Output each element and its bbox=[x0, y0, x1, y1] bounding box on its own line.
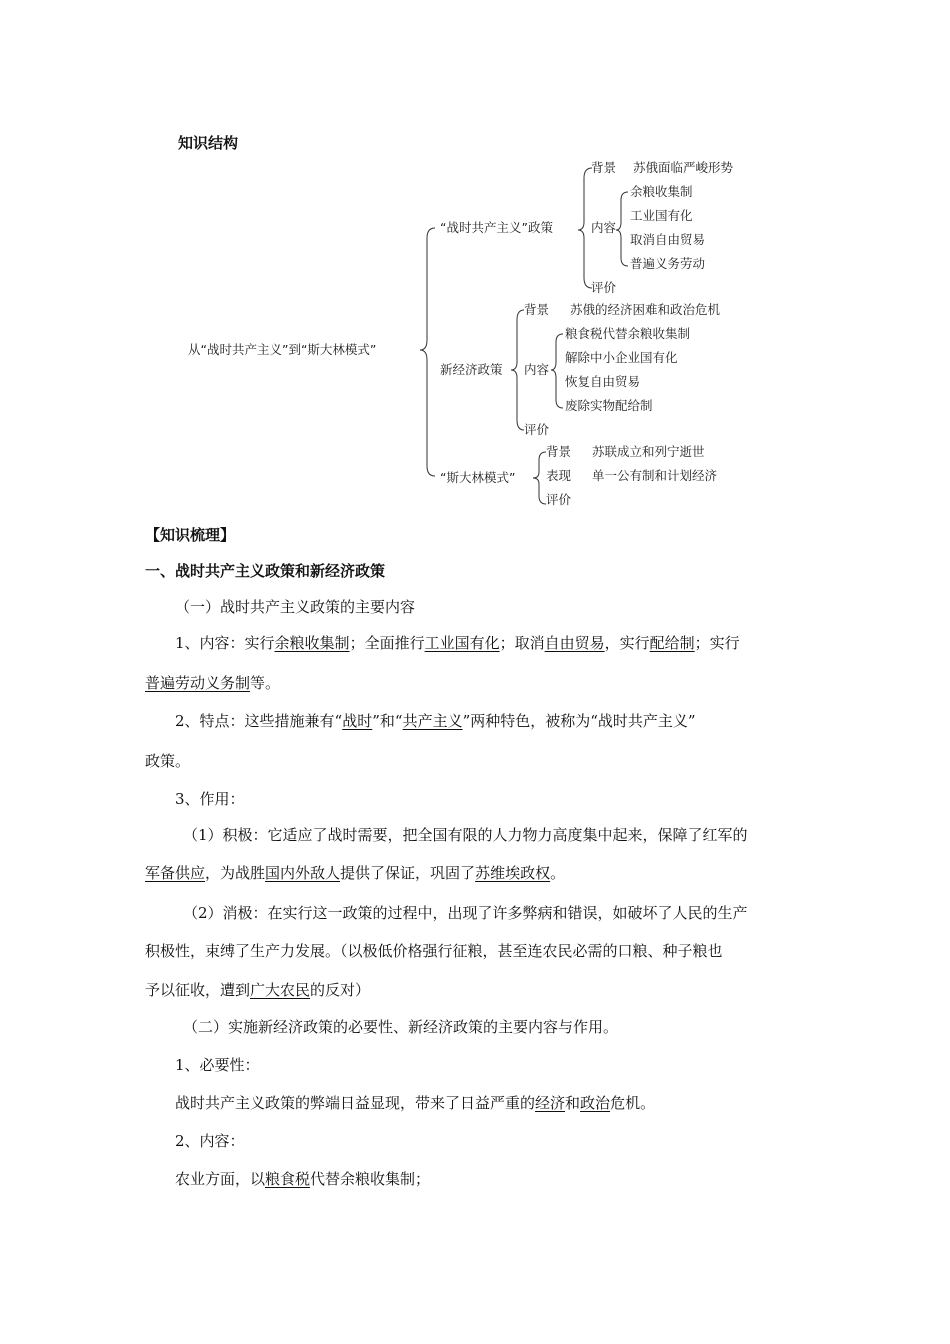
root-brace bbox=[420, 228, 435, 476]
heading-1: 一、战时共产主义政策和新经济政策 bbox=[145, 562, 386, 580]
branch1-bg-key: 背景 bbox=[591, 160, 617, 175]
branch1-bg-value: 苏俄面临严峻形势 bbox=[633, 160, 734, 175]
branch2-eval: 评价 bbox=[524, 422, 550, 437]
branch2-item: 废除实物配给制 bbox=[565, 398, 653, 413]
knowledge-structure-diagram bbox=[0, 0, 950, 520]
text: ”和“ bbox=[372, 712, 403, 730]
branch1-eval: 评价 bbox=[591, 280, 617, 295]
paragraph-necessity-body bbox=[175, 1093, 655, 1113]
text: 提供了保证，巩固了 bbox=[340, 864, 476, 882]
branch1-item: 工业国有化 bbox=[630, 208, 693, 223]
branch3-eval: 评价 bbox=[546, 492, 572, 507]
paragraph-content-2: 2、内容： bbox=[175, 1132, 245, 1150]
branch2-content-brace bbox=[551, 334, 563, 408]
text: 予以征收，遭到 bbox=[145, 981, 251, 999]
branch3-bg-key: 背景 bbox=[546, 444, 572, 459]
branch3-label: “斯大林模式” bbox=[440, 470, 516, 485]
text: ；取消 bbox=[499, 634, 545, 652]
key-term: 军备供应 bbox=[145, 864, 206, 882]
branch3-show-value: 单一公有制和计划经济 bbox=[592, 468, 718, 483]
branch2-label: 新经济政策 bbox=[440, 362, 503, 377]
key-term: 苏维埃政权 bbox=[475, 864, 551, 882]
paragraph-agriculture bbox=[175, 1169, 430, 1189]
key-term: 共产主义 bbox=[402, 712, 463, 730]
text: 等。 bbox=[250, 674, 281, 692]
text: ，实行 bbox=[604, 634, 650, 652]
text: 危机。 bbox=[610, 1094, 656, 1112]
branch2-item: 解除中小企业国有化 bbox=[565, 350, 678, 365]
key-term: 普遍劳动义务制 bbox=[145, 674, 251, 692]
text: ，为战胜 bbox=[205, 864, 266, 882]
text: 的反对） bbox=[310, 981, 371, 999]
text: ”两种特色，被称为“战时共产主义” bbox=[462, 712, 696, 730]
branch1-label: “战时共产主义”政策 bbox=[440, 220, 553, 235]
branch1-item: 取消自由贸易 bbox=[630, 232, 706, 247]
branch2-bg-key: 背景 bbox=[524, 302, 550, 317]
key-term: 配给制 bbox=[649, 634, 695, 652]
root-label: 从“战时共产主义”到“斯大林模式” bbox=[188, 342, 377, 357]
text: ；全面推行 bbox=[349, 634, 425, 652]
text: 战时共产主义政策的弊端日益显现，带来了日益严重的 bbox=[175, 1094, 536, 1112]
branch3-brace bbox=[533, 452, 546, 504]
key-term: 战时 bbox=[342, 712, 373, 730]
key-term: 经济 bbox=[535, 1094, 566, 1112]
key-term: 国内外敌人 bbox=[265, 864, 341, 882]
paragraph-negative: （2）消极：在实行这一政策的过程中，出现了许多弊病和错误，如破坏了人民的生产 bbox=[183, 904, 748, 922]
paragraph-content bbox=[175, 633, 740, 653]
text: 和 bbox=[565, 1094, 581, 1112]
text: ；实行 bbox=[694, 634, 740, 652]
paragraph-positive: （1）积极：它适应了战时需要，把全国有限的人力物力高度集中起来，保障了红军的 bbox=[183, 826, 748, 844]
branch1-content-brace bbox=[616, 192, 628, 266]
subsection-title-2: （二）实施新经济政策的必要性、新经济政策的主要内容与作用。 bbox=[183, 1018, 619, 1036]
branch1-item: 普遍义务劳动 bbox=[630, 256, 706, 271]
key-term: 余粮收集制 bbox=[274, 634, 350, 652]
text: 代替余粮收集制； bbox=[310, 1170, 431, 1188]
branch3-bg-value: 苏联成立和列宁逝世 bbox=[592, 444, 705, 459]
paragraph-features bbox=[175, 711, 696, 731]
subsection-title-1: （一）战时共产主义政策的主要内容 bbox=[175, 598, 416, 616]
paragraph-negative-cont: 积极性，束缚了生产力发展。（以极低价格强行征粮，甚至连农民必需的口粮、种子粮也 bbox=[145, 942, 723, 960]
text: 农业方面，以 bbox=[175, 1170, 266, 1188]
structure-heading: 知识结构 bbox=[178, 134, 239, 152]
branch2-brace bbox=[511, 310, 524, 430]
paragraph-negative-cont2 bbox=[145, 980, 370, 1000]
text: 1、内容：实行 bbox=[175, 634, 275, 652]
branch1-item: 余粮收集制 bbox=[630, 184, 693, 199]
branch1-brace bbox=[578, 168, 592, 288]
section-title: 【知识梳理】 bbox=[145, 526, 236, 544]
paragraph-necessity: 1、必要性： bbox=[175, 1056, 260, 1074]
branch2-content-key: 内容 bbox=[524, 362, 550, 377]
branch2-item: 恢复自由贸易 bbox=[565, 374, 641, 389]
key-term: 自由贸易 bbox=[544, 634, 605, 652]
key-term: 政治 bbox=[580, 1094, 611, 1112]
text: 2、特点：这些措施兼有“ bbox=[175, 712, 343, 730]
text: 。 bbox=[550, 864, 566, 882]
paragraph-effects: 3、作用： bbox=[175, 790, 245, 808]
paragraph-content-cont bbox=[145, 673, 280, 693]
branch3-show-key: 表现 bbox=[546, 468, 572, 483]
branch2-bg-value: 苏俄的经济困难和政治危机 bbox=[570, 302, 721, 317]
key-term: 广大农民 bbox=[250, 981, 311, 999]
key-term: 粮食税 bbox=[265, 1170, 311, 1188]
branch2-item: 粮食税代替余粮收集制 bbox=[565, 326, 691, 341]
key-term: 工业国有化 bbox=[424, 634, 500, 652]
branch1-content-key: 内容 bbox=[591, 220, 617, 235]
paragraph-positive-cont bbox=[145, 863, 565, 883]
paragraph-features-cont: 政策。 bbox=[145, 752, 191, 770]
